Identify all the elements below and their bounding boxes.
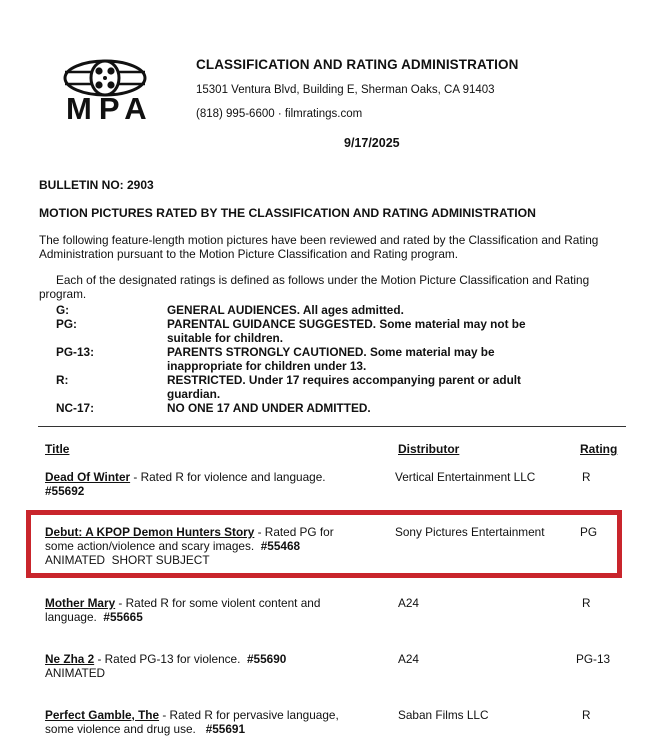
rating-definitions (56, 303, 616, 415)
definition-code: R: (56, 373, 69, 387)
film-distributor: Sony Pictures Entertainment (395, 525, 545, 539)
film-title: Ne Zha 2 (45, 652, 95, 666)
definition-code: NC-17: (56, 401, 95, 415)
definition-text: NO ONE 17 AND UNDER ADMITTED. (167, 401, 371, 415)
film-title: Dead Of Winter (45, 470, 131, 484)
page-heading: MOTION PICTURES RATED BY THE CLASSIFICATION AND RATING ADMINISTRATION (39, 206, 536, 220)
film-distributor: Saban Films LLC (398, 708, 489, 722)
org-address: 15301 Ventura Blvd, Building E, Sherman Oaks, CA 91403 (196, 84, 495, 96)
film-note: ANIMATED SHORT SUBJECT (45, 553, 210, 567)
film-number: #55691 (205, 722, 246, 736)
definition-text: RESTRICTED. Under 17 requires accompanying parent or adult guardian. (167, 373, 521, 401)
film-distributor: Vertical Entertainment LLC (395, 470, 536, 484)
column-header-rating: Rating (580, 442, 618, 456)
definition-code: PG: (56, 317, 77, 331)
film-title: Perfect Gamble, The (45, 708, 160, 722)
logo-text: MPA (66, 91, 154, 126)
film-number: #55692 (45, 484, 85, 498)
definition-r (56, 373, 616, 401)
film-rating-reason: - Rated R for some violent content and language. (45, 596, 321, 624)
bulletin-date: 9/17/2025 (344, 136, 400, 150)
film-number: #55468 (260, 539, 301, 553)
bulletin-number: BULLETIN NO: 2903 (39, 178, 154, 192)
film-rating-reason: - Rated PG for some action/violence and scary images. (45, 525, 334, 553)
definitions-intro: Each of the designated ratings is defined as follows under the Motion Picture Classification and Rating program. (39, 273, 590, 301)
definition-code: PG-13: (56, 345, 95, 359)
film-number: #55665 (103, 610, 143, 624)
film-distributor: A24 (398, 652, 419, 666)
film-number: #55690 (246, 652, 287, 666)
intro-paragraph: The following feature-length motion pictures have been reviewed and rated by the Classification and Rating Administration pursuant to the Motion Picture Classification and Rating program. (39, 233, 599, 261)
definition-nc17 (56, 401, 616, 415)
film-distributor: A24 (398, 596, 419, 610)
column-header-title: Title (45, 442, 70, 456)
film-entry (45, 525, 355, 567)
film-title: Debut: A KPOP Demon Hunters Story (45, 525, 255, 539)
definition-text: PARENTAL GUIDANCE SUGGESTED. Some material may not be suitable for children. (167, 317, 526, 345)
definition-text: PARENTS STRONGLY CAUTIONED. Some material may be inappropriate for children under 13. (167, 345, 495, 373)
film-rating-reason: - Rated R for violence and language. (130, 470, 326, 484)
film-rating: PG (580, 525, 598, 539)
film-title: Mother Mary (45, 596, 116, 610)
section-divider (38, 426, 626, 427)
film-entry (45, 596, 365, 624)
film-rating: R (582, 708, 591, 722)
film-rating: R (582, 596, 591, 610)
film-entry (45, 652, 365, 680)
org-contact: (818) 995-6600 · filmratings.com (196, 108, 363, 120)
definition-code: G: (56, 303, 70, 317)
definition-pg (56, 317, 616, 345)
org-title: CLASSIFICATION AND RATING ADMINISTRATION (196, 57, 519, 72)
definition-text: GENERAL AUDIENCES. All ages admitted. (167, 303, 404, 317)
definition-g (56, 303, 616, 317)
definition-pg13 (56, 345, 616, 373)
film-rating: PG-13 (576, 652, 611, 666)
film-entry (45, 708, 355, 736)
film-entry (45, 470, 365, 498)
film-note: ANIMATED (45, 666, 106, 680)
film-rating-reason: - Rated PG-13 for violence. (94, 652, 241, 666)
film-rating: R (582, 470, 591, 484)
column-header-distributor: Distributor (398, 442, 460, 456)
film-rating-reason: - Rated R for pervasive language, some violence and drug use. (45, 708, 339, 736)
